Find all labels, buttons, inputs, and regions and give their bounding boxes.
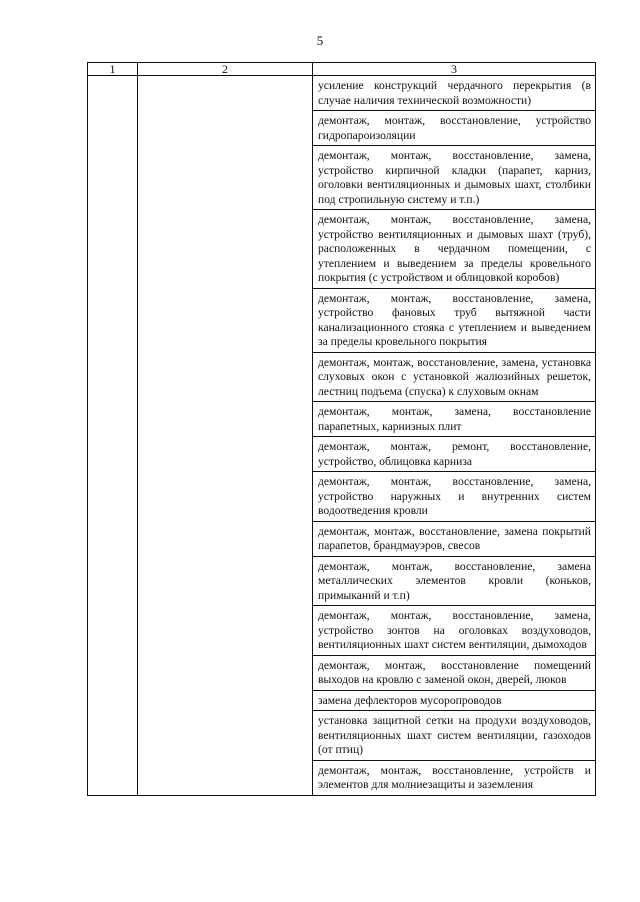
table-row <box>88 76 596 796</box>
work-item: демонтаж, монтаж, восстановление, замена, устройство кирпичной кладки (парапет, карниз, оголовки вентиляционных и дымовых шахт, столбики под стропильную систему и т.п.) <box>313 146 595 210</box>
column-3-cell <box>313 76 596 796</box>
work-item: усиление конструкций чердачного перекрытия (в случае наличия технической возможности) <box>313 76 595 111</box>
work-item: демонтаж, монтаж, восстановление, замена, устройство фановых труб вытяжной части канализационного стояка с утеплением и выведением за пределы кровельного покрытия <box>313 289 595 353</box>
work-item: демонтаж, монтаж, ремонт, восстановление, устройство, облицовка карниза <box>313 437 595 472</box>
work-item: замена дефлекторов мусоропроводов <box>313 691 595 712</box>
work-item: демонтаж, монтаж, восстановление, замена металлических элементов кровли (коньков, примыканий и т.п) <box>313 557 595 607</box>
header-row <box>88 63 596 76</box>
page-number: 5 <box>316 33 324 48</box>
work-item: установка защитной сетки на продухи воздуховодов, вентиляционных шахт систем вентиляции, газоходов (от птиц) <box>313 711 595 761</box>
work-item: демонтаж, монтаж, замена, восстановление парапетных, карнизных плит <box>313 402 595 437</box>
work-item: демонтаж, монтаж, восстановление, замена, устройство вентиляционных и дымовых шахт (труб), расположенных в чердачном помещении, с утеплением и выведением за пределы кровельного покрытия (с устройством и облицовкой коробов) <box>313 210 595 289</box>
works-table <box>87 62 596 796</box>
column-1-cell <box>88 76 138 796</box>
work-item: демонтаж, монтаж, восстановление, замена покрытий парапетов, брандмауэров, свесов <box>313 522 595 557</box>
column-2-cell <box>138 76 313 796</box>
work-item: демонтаж, монтаж, восстановление, замена, установка слуховых окон с установкой жалюзийных решеток, лестниц подъема (спуска) к слуховым окнам <box>313 353 595 403</box>
work-item: демонтаж, монтаж, восстановление, замена, устройство зонтов на оголовках воздуховодов, вентиляционных шахт систем вентиляции, дымоходов <box>313 606 595 656</box>
work-item: демонтаж, монтаж, восстановление, замена, устройство наружных и внутренних систем водоотведения кровли <box>313 472 595 522</box>
work-item: демонтаж, монтаж, восстановление помещений выходов на кровлю с заменой окон, дверей, люков <box>313 656 595 691</box>
column-header-1: 1 <box>88 63 138 76</box>
work-item: демонтаж, монтаж, восстановление, устройств и элементов для молниезащиты и заземления <box>318 763 591 791</box>
work-item: демонтаж, монтаж, восстановление, устройство гидропароизоляции <box>313 111 595 146</box>
column-header-2: 2 <box>138 63 313 76</box>
column-header-3: 3 <box>313 63 596 76</box>
